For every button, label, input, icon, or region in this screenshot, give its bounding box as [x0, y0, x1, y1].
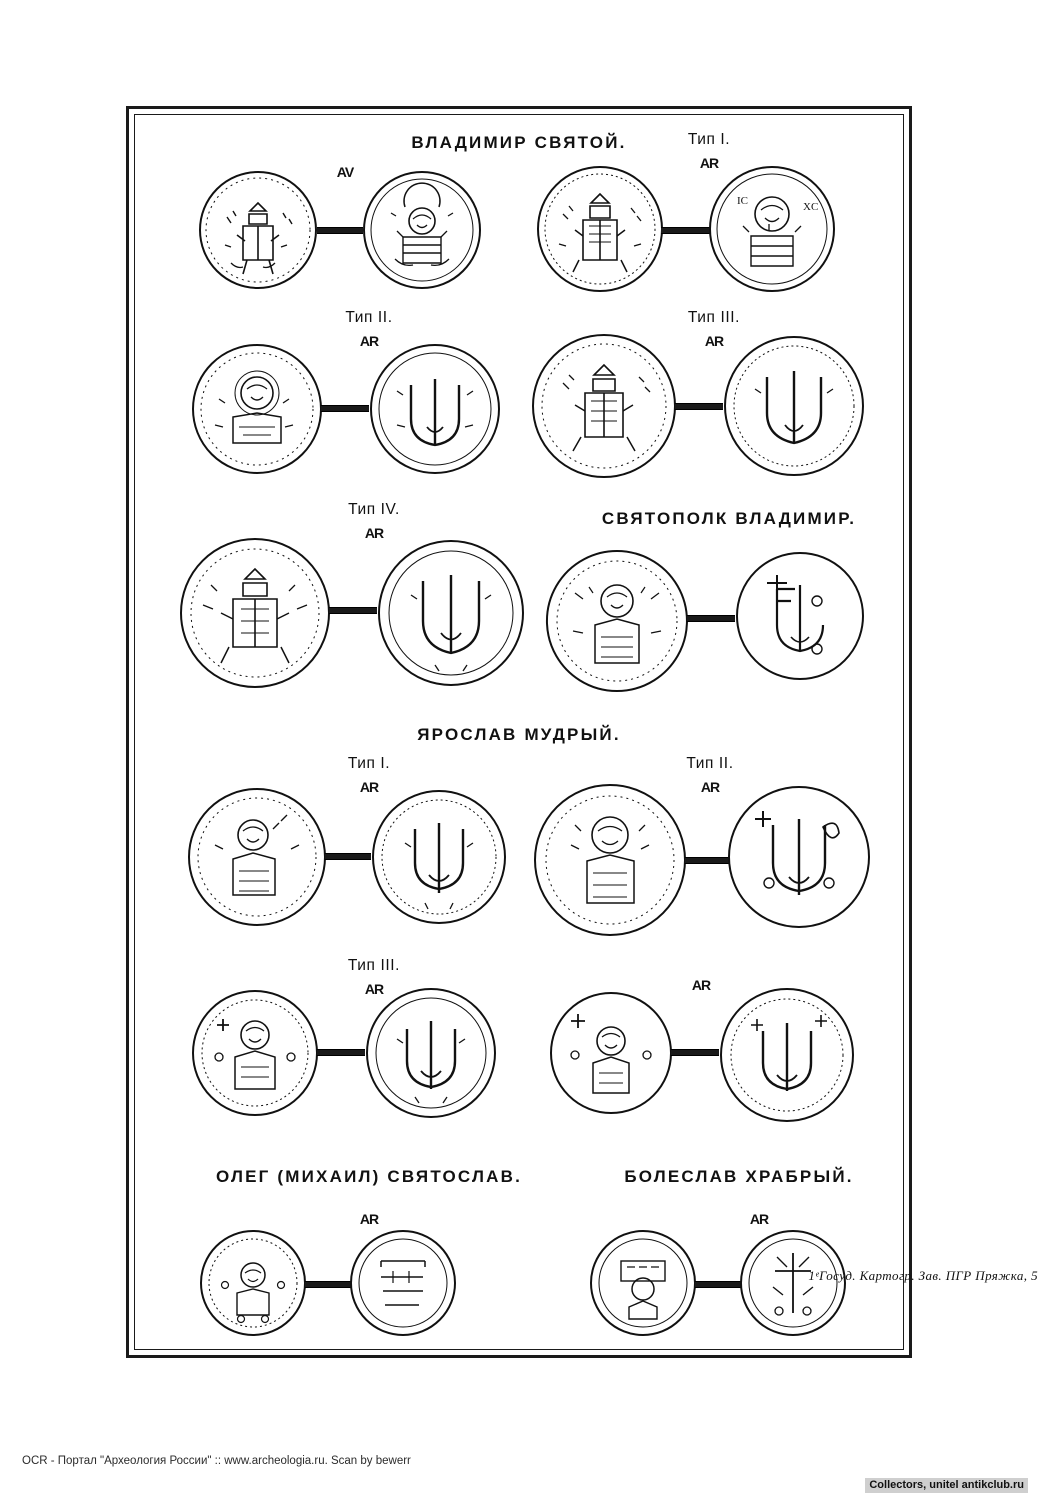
- coin-vladimir-1-reverse: [361, 169, 483, 291]
- coin-vladimir-3-reverse: [367, 341, 503, 477]
- section-title-yaroslav: ЯРОСЛАВ МУДРЫЙ.: [417, 725, 621, 744]
- metal-label-vladimir-4: AR: [704, 333, 724, 349]
- coin-vladimir-5-obverse: [177, 535, 333, 691]
- coin-plate: [126, 106, 912, 1358]
- ocr-credit: OCR - Портал "Археология России" :: www.archeologia.ru. Scan by bewerr: [22, 1455, 411, 1467]
- coin-yaroslav-2-reverse: [725, 783, 873, 931]
- coin-svyatopolk-1-obverse: [543, 547, 691, 695]
- coin-yaroslav-1-reverse: [369, 787, 509, 927]
- metal-label-vladimir-5: AR: [364, 525, 384, 541]
- coin-yaroslav-3-obverse: [189, 987, 321, 1119]
- connector-yaroslav-1: [325, 853, 371, 860]
- connector-yaroslav-2: [685, 857, 729, 864]
- coin-yaroslav-1-obverse: [185, 785, 329, 929]
- coin-yaroslav-2-obverse: [531, 781, 689, 939]
- site-credit: Collectors, unitel antikclub.ru: [865, 1478, 1028, 1493]
- metal-label-vladimir-3: AR: [359, 333, 379, 349]
- metal-label-yaroslav-4: AR: [691, 977, 711, 993]
- metal-label-boleslav-1: AR: [749, 1211, 769, 1227]
- connector-vladimir-2: [661, 227, 711, 234]
- metal-label-vladimir-2: AR: [699, 155, 719, 171]
- svg-text:IC: IC: [737, 195, 748, 207]
- svg-text:XC: XC: [803, 201, 819, 213]
- section-title-oleg: ОЛЕГ (МИХАИЛ) СВЯТОСЛАВ.: [215, 1167, 522, 1186]
- connector-vladimir-5: [329, 607, 377, 614]
- type-label-vladimir-3: Тип II.: [345, 309, 393, 326]
- coin-yaroslav-3-reverse: [363, 985, 499, 1121]
- type-label-vladimir-4: Тип III.: [687, 309, 741, 326]
- coin-vladimir-4-obverse: [529, 331, 679, 481]
- type-label-vladimir-2: Тип I.: [687, 131, 731, 148]
- type-label-yaroslav-3: Тип III.: [347, 957, 401, 974]
- section-title-boleslav: БОЛЕСЛАВ ХРАБРЫЙ.: [624, 1167, 854, 1186]
- section-title-svyatopolk: СВЯТОПОЛК ВЛАДИМИР.: [601, 509, 857, 528]
- section-title-vladimir: ВЛАДИМИР СВЯТОЙ.: [411, 133, 627, 152]
- type-label-vladimir-5: Тип IV.: [348, 501, 400, 518]
- connector-yaroslav-4: [671, 1049, 719, 1056]
- connector-vladimir-1: [317, 227, 363, 234]
- coin-vladimir-4-reverse: [721, 333, 867, 479]
- connector-vladimir-3: [321, 405, 369, 412]
- coin-vladimir-2-obverse: [535, 164, 665, 294]
- printer-credit: 1ᵉГосуд. Картогр. Зав. ПГР Пряжка, 5: [808, 1268, 1038, 1283]
- metal-label-yaroslav-3: AR: [364, 981, 384, 997]
- coin-vladimir-5-reverse: [375, 537, 527, 689]
- metal-label-yaroslav-2: AR: [700, 779, 720, 795]
- type-label-yaroslav-1: Тип I.: [347, 755, 391, 772]
- connector-vladimir-4: [675, 403, 723, 410]
- metal-label-yaroslav-1: AR: [359, 779, 379, 795]
- coin-vladimir-1-obverse: [197, 169, 319, 291]
- connector-svyatopolk-1: [687, 615, 735, 622]
- type-label-yaroslav-2: Тип II.: [686, 755, 734, 772]
- coin-yaroslav-4-reverse: [717, 985, 857, 1125]
- coin-vladimir-3-obverse: [189, 341, 325, 477]
- metal-label-vladimir-1: AV: [336, 164, 354, 180]
- coin-vladimir-2-reverse: [707, 164, 837, 294]
- coin-yaroslav-4-obverse: [547, 989, 675, 1117]
- coin-svyatopolk-1-reverse: [733, 549, 867, 683]
- connector-yaroslav-3: [317, 1049, 365, 1056]
- metal-label-oleg-1: AR: [359, 1211, 379, 1227]
